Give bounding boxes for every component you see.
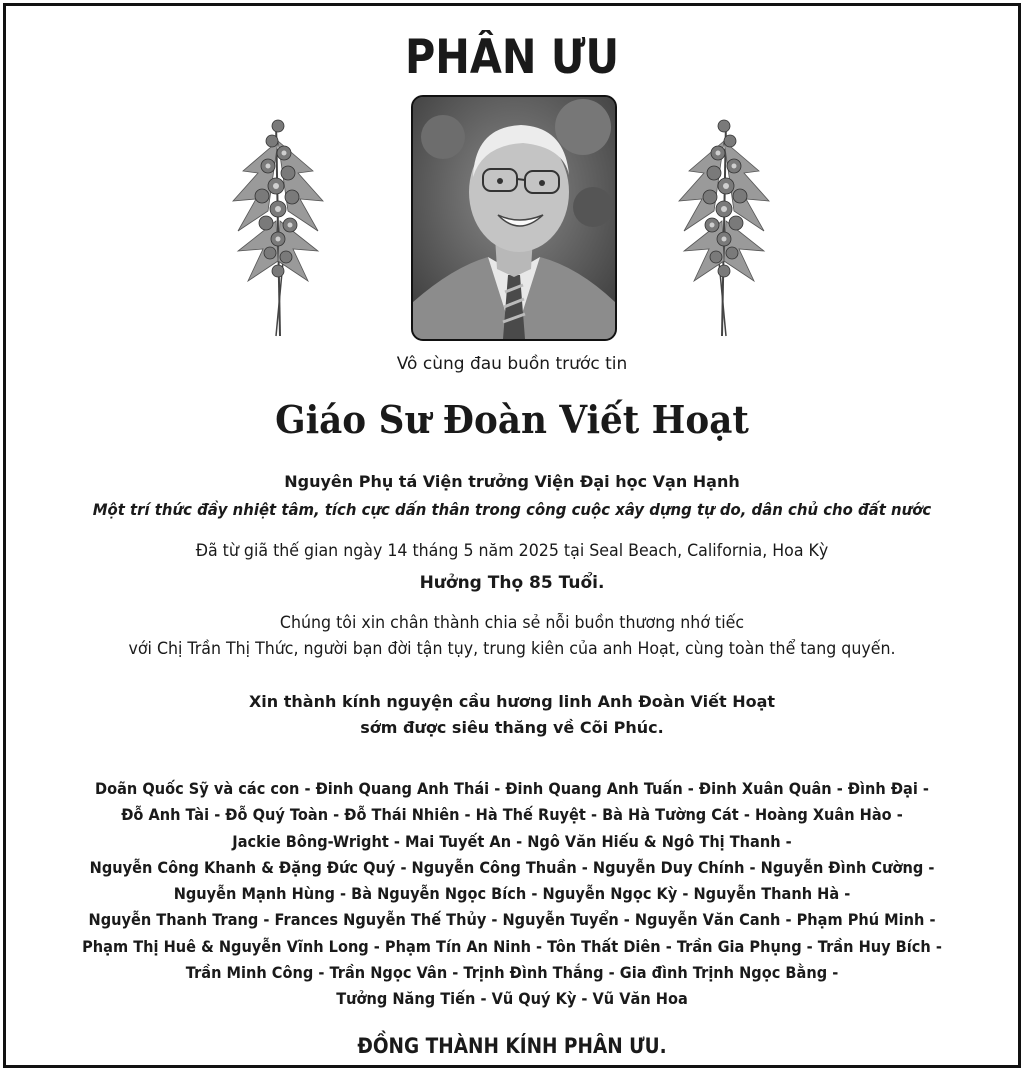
intro-text: Vô cùng đau buồn trước tin: [396, 354, 628, 374]
mourner-line: Nguyễn Công Khanh & Đặng Đức Quý - Nguyễn Công Thuần - Nguyễn Duy Chính - Nguyễn Đình Cường -: [89, 857, 935, 877]
closing-text: ĐỒNG THÀNH KÍNH PHÂN ƯU.: [357, 1034, 667, 1058]
obituary-notice: [3, 3, 1021, 1068]
mourner-line: Nguyễn Mạnh Hùng - Bà Nguyễn Ngọc Bích - Nguyễn Ngọc Kỳ - Nguyễn Thanh Hà -: [173, 884, 851, 904]
condolence-line: với Chị Trần Thị Thức, người bạn đời tận tụy, trung kiên của anh Hoạt, cùng toàn thể tang quyến.: [128, 639, 896, 659]
prayer-line: Xin thành kính nguyện cầu hương linh Anh Đoàn Viết Hoạt: [248, 692, 776, 711]
mourner-line: Jackie Bông-Wright - Mai Tuyết An - Ngô Văn Hiếu & Ngô Thị Thanh -: [232, 831, 792, 851]
mourner-line: Nguyễn Thanh Trang - Frances Nguyễn Thế Thủy - Nguyễn Tuyển - Nguyễn Văn Canh - Phạm Phú Minh -: [88, 910, 936, 930]
mourner-line: Tưởng Năng Tiến - Vũ Quý Kỳ - Vũ Văn Hoa: [336, 989, 688, 1009]
notice-title: PHÂN ƯU: [404, 30, 620, 85]
prayer-line: sớm được siêu thăng về Cõi Phúc.: [360, 718, 664, 737]
mourners-list: [16, 776, 1008, 1013]
mourner-line: Phạm Thị Huê & Nguyễn Vĩnh Long - Phạm Tín An Ninh - Tôn Thất Diên - Trần Gia Phụng - Trần Huy Bích -: [82, 936, 942, 956]
age-text: Hưởng Thọ 85 Tuổi.: [419, 573, 605, 593]
mourner-line: Trần Minh Công - Trần Ngọc Vân - Trịnh Đình Thắng - Gia đình Trịnh Ngọc Bằng -: [185, 963, 839, 983]
deceased-name: Giáo Sư Đoàn Viết Hoạt: [275, 397, 749, 442]
mourner-line: Đỗ Anh Tài - Đỗ Quý Toàn - Đỗ Thái Nhiên - Hà Thế Ruyệt - Bà Hà Tường Cát - Hoàng Xuân Hào -: [121, 805, 903, 825]
deceased-position: Nguyên Phụ tá Viện trưởng Viện Đại học Vạn Hạnh: [284, 472, 740, 491]
portrait-photo: [411, 95, 617, 341]
flower-wreath-icon: [674, 101, 774, 341]
deceased-tagline: Một trí thức đầy nhiệt tâm, tích cực dấn thân trong công cuộc xây dựng tự do, dân chủ cho đất nước: [92, 500, 932, 519]
passing-date-text: Đã từ giã thế gian ngày 14 tháng 5 năm 2025 tại Seal Beach, California, Hoa Kỳ: [195, 541, 829, 561]
flower-wreath-icon: [228, 101, 328, 341]
condolence-line: Chúng tôi xin chân thành chia sẻ nỗi buồn thương nhớ tiếc: [279, 613, 745, 633]
mourner-line: Doãn Quốc Sỹ và các con - Đinh Quang Anh Thái - Đinh Quang Anh Tuấn - Đinh Xuân Quân - Đình Đại -: [95, 779, 929, 798]
